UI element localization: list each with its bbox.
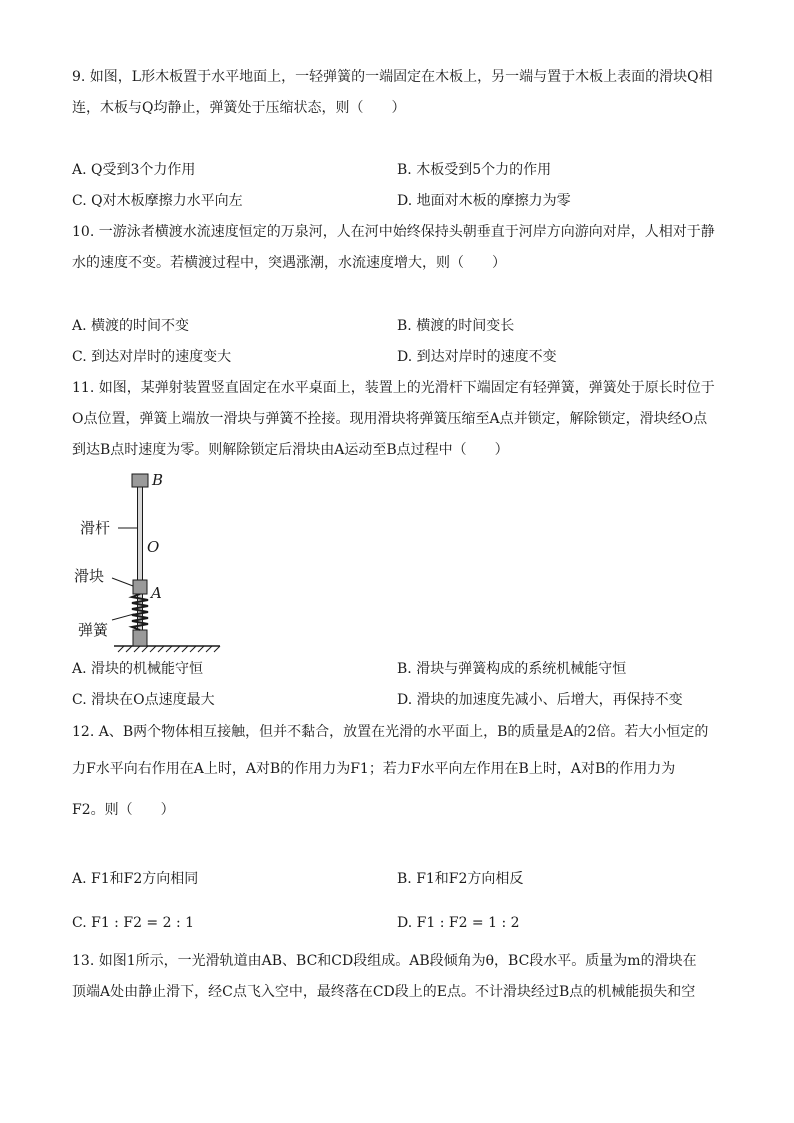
- q12-stem-line-3: F2。则（ ）: [72, 802, 175, 818]
- q11-option-c: C. 滑块在O点速度最大: [72, 692, 215, 708]
- q10-stem-line-1: 10. 一游泳者横渡水流速度恒定的万泉河，人在河中始终保持头朝垂直于河岸方向游向对岸，人相对于静: [72, 224, 715, 240]
- q10-option-a: A. 横渡的时间不变: [72, 318, 190, 334]
- q12-option-a: A. F1和F2方向相同: [72, 871, 199, 887]
- q9-stem-line-2: 连，木板与Q均静止，弹簧处于压缩状态，则（ ）: [72, 100, 406, 116]
- base-block: [133, 630, 147, 646]
- q11-option-a: A. 滑块的机械能守恒: [72, 661, 204, 677]
- q12-option-b: B. F1和F2方向相反: [397, 871, 524, 887]
- q9-option-a: A. Q受到3个力作用: [72, 162, 196, 178]
- q12-option-d: D. F1 : F2 = 1 : 2: [397, 915, 520, 931]
- slider-leader-line: [112, 578, 133, 586]
- q11-option-b: B. 滑块与弹簧构成的系统机械能守恒: [397, 661, 627, 677]
- q12-stem-line-2: 力F水平向右作用在A上时，A对B的作用力为F1；若力F水平向左作用在B上时，A对B的作用力为: [72, 761, 676, 777]
- q13-stem-line-1: 13. 如图1所示，一光滑轨道由AB、BC和CD段组成。AB段倾角为θ，BC段水平。质量为m的滑块在: [72, 953, 697, 969]
- q11-stem-line-1: 11. 如图，某弹射装置竖直固定在水平桌面上，装置上的光滑杆下端固定有轻弹簧，弹簧处于原长时位于: [72, 380, 715, 396]
- q10-option-d: D. 到达对岸时的速度不变: [397, 349, 557, 365]
- point-b-label: B: [152, 471, 164, 489]
- slider-block: [133, 580, 147, 594]
- q11-stem-line-2: O点位置，弹簧上端放一滑块与弹簧不拴接。现用滑块将弹簧压缩至A点并锁定，解除锁定，滑块经O点: [72, 411, 708, 427]
- spring-label: 弹簧: [78, 621, 109, 639]
- q9-stem-line-1: 9. 如图，L形木板置于水平地面上，一轻弹簧的一端固定在木板上，另一端与置于木板上表面的滑块Q相: [72, 69, 713, 85]
- q9-option-d: D. 地面对木板的摩擦力为零: [397, 193, 571, 209]
- q10-stem-line-2: 水的速度不变。若横渡过程中，突遇涨潮，水流速度增大，则（ ）: [72, 255, 506, 271]
- q10-option-c: C. 到达对岸时的速度变大: [72, 349, 232, 365]
- q12-option-c: C. F1 : F2 = 2 : 1: [72, 915, 195, 931]
- point-o-label: O: [147, 538, 160, 556]
- q9-option-c: C. Q对木板摩擦力水平向左: [72, 193, 243, 209]
- q11-stem-line-3: 到达B点时速度为零。则解除锁定后滑块由A运动至B点过程中（ ）: [72, 442, 509, 458]
- q13-stem-line-2: 顶端A处由静止滑下，经C点飞入空中，最终落在CD段上的E点。不计滑块经过B点的机械能损失和空: [72, 984, 696, 1000]
- q9-option-b: B. 木板受到5个力的作用: [397, 162, 552, 178]
- point-a-label: A: [151, 584, 162, 602]
- q12-stem-line-1: 12. A、B两个物体相互接触，但并不黏合，放置在光滑的水平面上，B的质量是A的2倍。若大小恒定的: [72, 724, 709, 740]
- top-cap: [132, 474, 148, 487]
- rod-label: 滑杆: [80, 519, 111, 537]
- q11-option-d: D. 滑块的加速度先减小、后增大，再保持不变: [397, 692, 683, 708]
- ground-hatching: [118, 646, 220, 652]
- q10-option-b: B. 横渡的时间变长: [397, 318, 515, 334]
- spring-leader-line: [112, 614, 134, 620]
- q11-launcher-diagram: [72, 470, 232, 655]
- slider-label: 滑块: [74, 567, 105, 585]
